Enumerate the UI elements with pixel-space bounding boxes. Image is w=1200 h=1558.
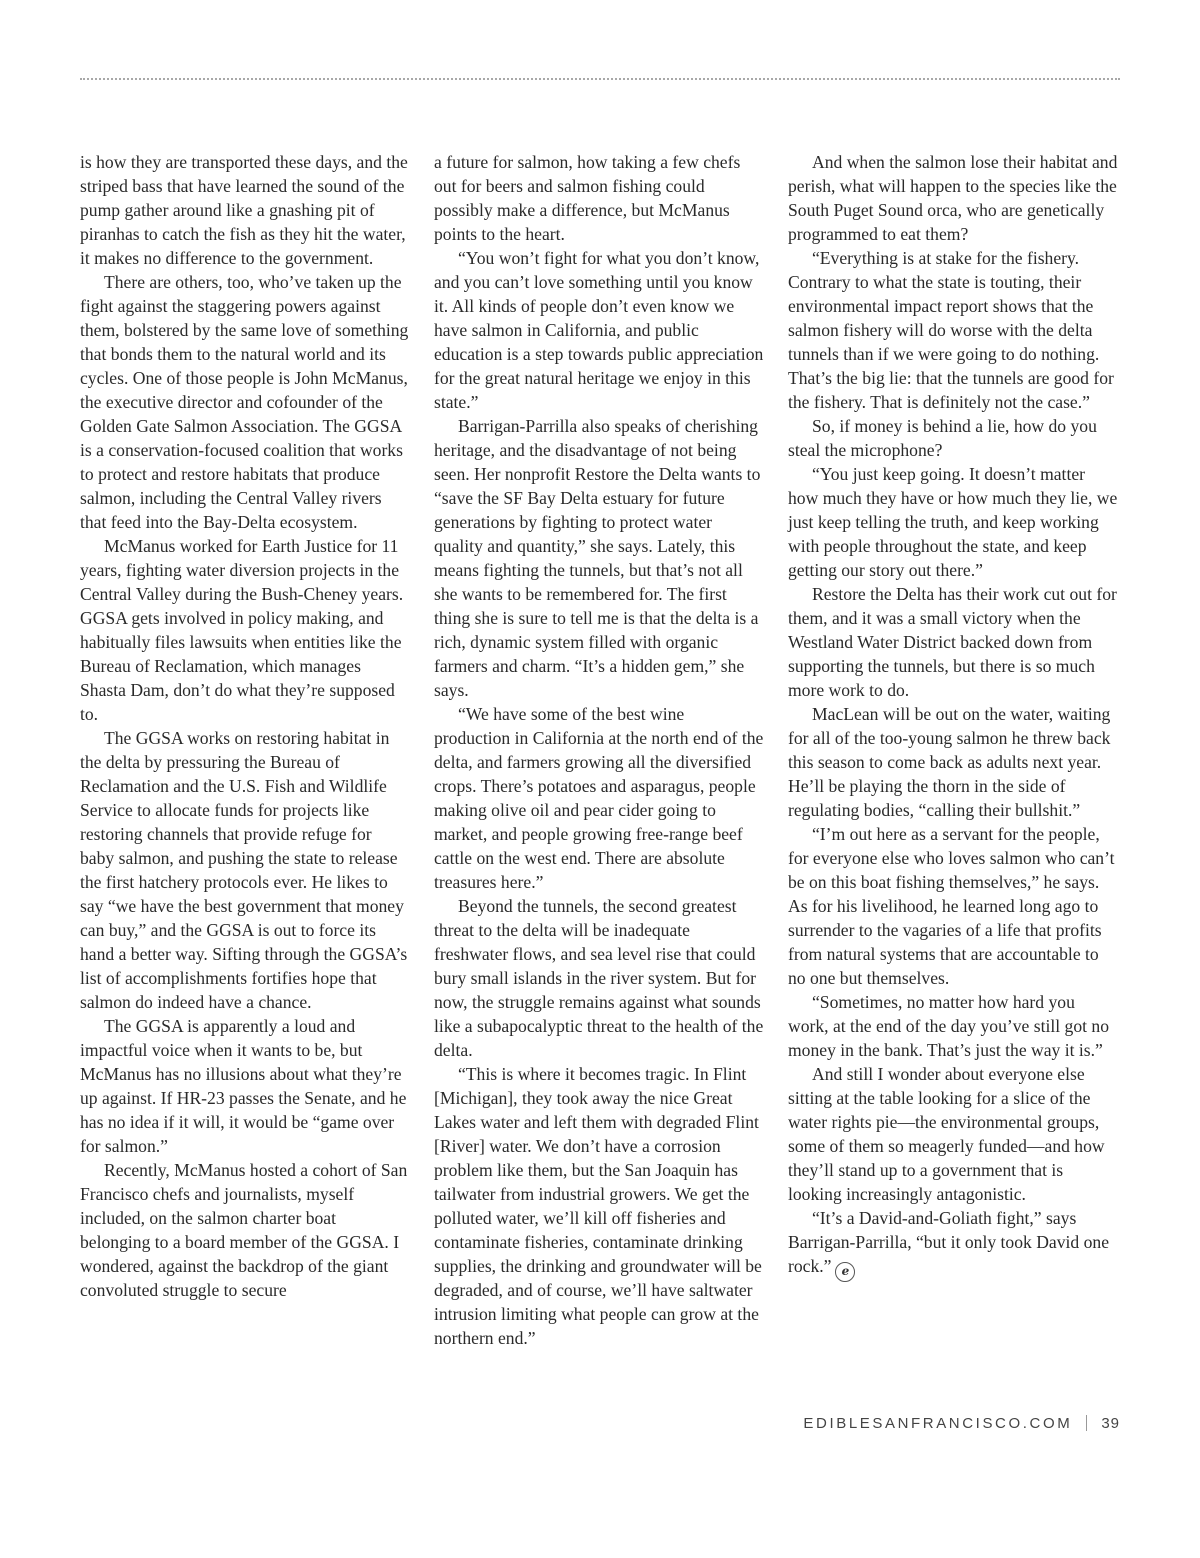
final-paragraph-text: “It’s a David-and-Goliath fight,” says Barrigan-Parrilla, “but it only took David one rock.”: [788, 1208, 1110, 1276]
paragraph: Beyond the tunnels, the second greatest threat to the delta will be inadequate freshwater flows, and sea level rise that could bury small islands in the river system. But for now, the struggle remains against what sounds like a subapocalyptic threat to the health of the delta.: [434, 896, 764, 1060]
paragraph: And still I wonder about everyone else sitting at the table looking for a slice of the water rights pie—the environmental groups, some of them so meagerly funded—and how they’ll stand up to a government that is looking increasingly antagonistic.: [788, 1064, 1105, 1204]
page-number: 39: [1101, 1414, 1120, 1432]
paragraph: “We have some of the best wine production in California at the north end of the delta, and farmers growing all the diversified crops. There’s potatoes and asparagus, people making olive oil and pear cider going to market, and people growing free-range beef cattle on the west end. There are absolute treasures here.”: [434, 704, 764, 892]
page-footer: [803, 1413, 1120, 1433]
paragraph: “You won’t fight for what you don’t know, and you can’t love something until you know it. All kinds of people don’t even know we have salmon in California, and public education is a step towards public appreciation for the great natural heritage we enjoy in this state.”: [434, 248, 764, 412]
final-paragraph: [788, 1206, 1118, 1282]
article-column-3: [788, 150, 1118, 1282]
footer-divider: [1086, 1415, 1087, 1431]
article-column-1: [80, 150, 410, 1302]
paragraph: So, if money is behind a lie, how do you steal the microphone?: [788, 416, 1097, 460]
footer-site-url: EDIBLESANFRANCISCO.COM: [803, 1414, 1073, 1432]
top-dotted-rule: [80, 78, 1120, 80]
paragraph: The GGSA works on restoring habitat in the delta by pressuring the Bureau of Reclamation and the U.S. Fish and Wildlife Service to allocate funds for projects like restoring channels that provide refuge for baby salmon, and pushing the state to release the first hatchery protocols ever. He likes to say “we have the best government that money can buy,” and the GGSA is out to force its hand a better way. Sifting through the GGSA’s list of accomplishments fortifies hope that salmon do indeed have a chance.: [80, 728, 408, 1012]
paragraph: “You just keep going. It doesn’t matter how much they have or how much they lie, we just keep telling the truth, and keep working with people throughout the state, and keep getting our story out there.”: [788, 464, 1118, 580]
paragraph: And when the salmon lose their habitat and perish, what will happen to the species like the South Puget Sound orca, who are genetically programmed to eat them?: [788, 152, 1118, 244]
paragraph: The GGSA is apparently a loud and impactful voice when it wants to be, but McManus has no illusions about what they’re up against. If HR-23 passes the Senate, and he has no idea if it will, it would be “game over for salmon.”: [80, 1016, 407, 1156]
edible-end-mark-icon: e: [835, 1262, 855, 1282]
paragraph: Recently, McManus hosted a cohort of San Francisco chefs and journalists, myself included, on the salmon charter boat belonging to a board member of the GGSA. I wondered, against the backdrop of the giant convoluted struggle to secure: [80, 1160, 408, 1300]
paragraph: Restore the Delta has their work cut out for them, and it was a small victory when the Westland Water District backed down from supporting the tunnels, but there is so much more work to do.: [788, 584, 1117, 700]
paragraph: “Sometimes, no matter how hard you work, at the end of the day you’ve still got no money in the bank. That’s just the way it is.”: [788, 992, 1110, 1060]
paragraph: There are others, too, who’ve taken up the fight against the staggering powers against them, bolstered by the same love of something that bonds them to the natural world and its cycles. One of those people is John McManus, the executive director and cofounder of the Golden Gate Salmon Association. The GGSA is a conservation-focused coalition that works to protect and restore habitats that produce salmon, including the Central Valley rivers that feed into the Bay-Delta ecosystem.: [80, 272, 409, 532]
paragraph: “This is where it becomes tragic. In Flint [Michigan], they took away the nice Great Lakes water and left them with degraded Flint [River] water. We don’t have a corrosion problem like them, but the San Joaquin has tailwater from industrial growers. We get the polluted water, we’ll kill off fisheries and contaminate fisheries, contaminate drinking supplies, the drinking and groundwater will be degraded, and of course, we’ll have saltwater intrusion limiting what people can grow at the northern end.”: [434, 1064, 762, 1348]
paragraph: “Everything is at stake for the fishery. Contrary to what the state is touting, their environmental impact report shows that the salmon fishery will do worse with the delta tunnels than if we were going to do nothing. That’s the big lie: that the tunnels are good for the fishery. That is definitely not the case.”: [788, 248, 1114, 412]
paragraph: Barrigan-Parrilla also speaks of cherishing heritage, and the disadvantage of not being seen. Her nonprofit Restore the Delta wants to “save the SF Bay Delta estuary for future generations by fighting to protect water quality and quantity,” she says. Lately, this means fighting the tunnels, but that’s not all she wants to be remembered for. The first thing she is sure to tell me is that the delta is a rich, dynamic system filled with organic farmers and charm. “It’s a hidden gem,” she says.: [434, 416, 761, 700]
article-column-2: [434, 150, 764, 1350]
paragraph: is how they are transported these days, and the striped bass that have learned the sound of the pump gather around like a gnashing pit of piranhas to catch the fish as they hit the water, it makes no difference to the government.: [80, 152, 408, 268]
paragraph: MacLean will be out on the water, waiting for all of the too-young salmon he threw back this season to come back as adults next year. He’ll be playing the thorn in the side of regulating bodies, “calling their bullshit.”: [788, 704, 1111, 820]
paragraph: McManus worked for Earth Justice for 11 years, fighting water diversion projects in the Central Valley during the Bush-Cheney years. GGSA gets involved in policy making, and habitually files lawsuits when entities like the Bureau of Reclamation, which manages Shasta Dam, don’t do what they’re supposed to.: [80, 536, 404, 724]
paragraph: a future for salmon, how taking a few chefs out for beers and salmon fishing could possibly make a difference, but McManus points to the heart.: [434, 152, 741, 244]
paragraph: “I’m out here as a servant for the people, for everyone else who loves salmon who can’t be on this boat fishing themselves,” he says. As for his livelihood, he learned long ago to surrender to the vagaries of a life that profits from natural systems that are accountable to no one but themselves.: [788, 824, 1115, 988]
